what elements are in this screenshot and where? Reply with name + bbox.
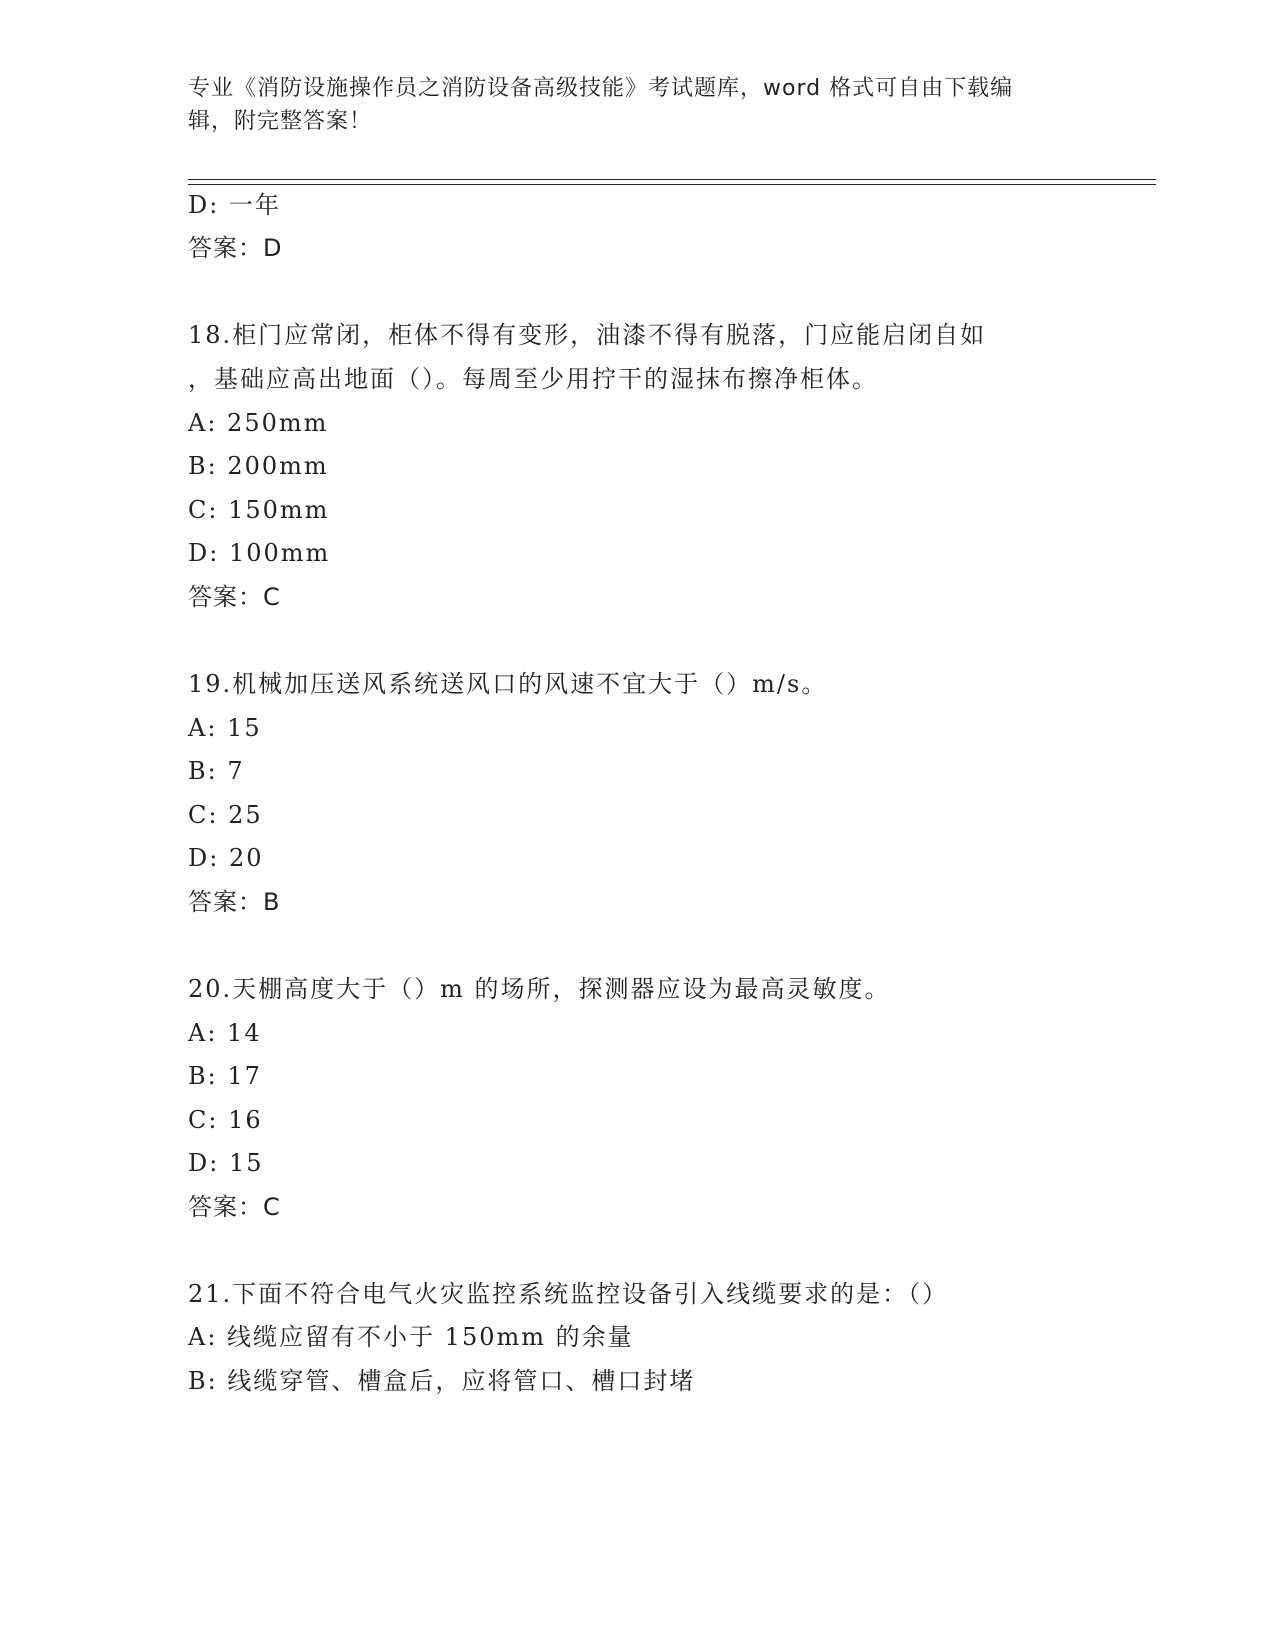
page-header	[188, 72, 1068, 138]
prev-answer: 答案：D	[188, 234, 283, 262]
q21-option-a: A: 线缆应留有不小于 150mm 的余量	[188, 1323, 634, 1351]
prev-option-d: D: 一年	[188, 191, 281, 219]
q20-option-d: D: 15	[188, 1149, 264, 1177]
header-line-1: 专业《消防设施操作员之消防设备高级技能》考试题库，word 格式可自由下载编	[188, 76, 1014, 101]
q20-option-c: C: 16	[188, 1106, 263, 1134]
header-line-2: 辑，附完整答案！	[188, 109, 373, 134]
header-rule-top	[188, 179, 1156, 180]
q18-option-c: C: 150mm	[188, 496, 330, 524]
q21-option-b: B: 线缆穿管、槽盒后，应将管口、槽口封堵	[188, 1367, 696, 1395]
q18-option-b: B: 200mm	[188, 452, 329, 480]
q20-option-a: A: 14	[188, 1019, 262, 1047]
q19-answer: 答案：B	[188, 888, 281, 916]
header-rule-bottom	[188, 184, 1156, 185]
q19-option-c: C: 25	[188, 801, 263, 829]
q20-option-b: B: 17	[188, 1062, 262, 1090]
q20-answer: 答案：C	[188, 1193, 281, 1221]
q18-answer: 答案：C	[188, 583, 281, 611]
q18-stem-line-1: 18.柜门应常闭，柜体不得有变形，油漆不得有脱落，门应能启闭自如	[188, 321, 987, 349]
q18-option-d: D: 100mm	[188, 539, 331, 567]
q19-option-d: D: 20	[188, 844, 264, 872]
q20-stem: 20.天棚高度大于（）m 的场所，探测器应设为最高灵敏度。	[188, 975, 891, 1003]
q21-stem: 21.下面不符合电气火灾监控系统监控设备引入线缆要求的是：（）	[188, 1280, 949, 1308]
q19-option-a: A: 15	[188, 714, 262, 742]
q19-stem: 19.机械加压送风系统送风口的风速不宜大于（）m/s。	[188, 670, 828, 698]
q18-stem-line-2: ，基础应高出地面（）。每周至少用拧干的湿抹布擦净柜体。	[188, 365, 878, 393]
q19-option-b: B: 7	[188, 757, 245, 785]
q18-option-a: A: 250mm	[188, 409, 329, 437]
